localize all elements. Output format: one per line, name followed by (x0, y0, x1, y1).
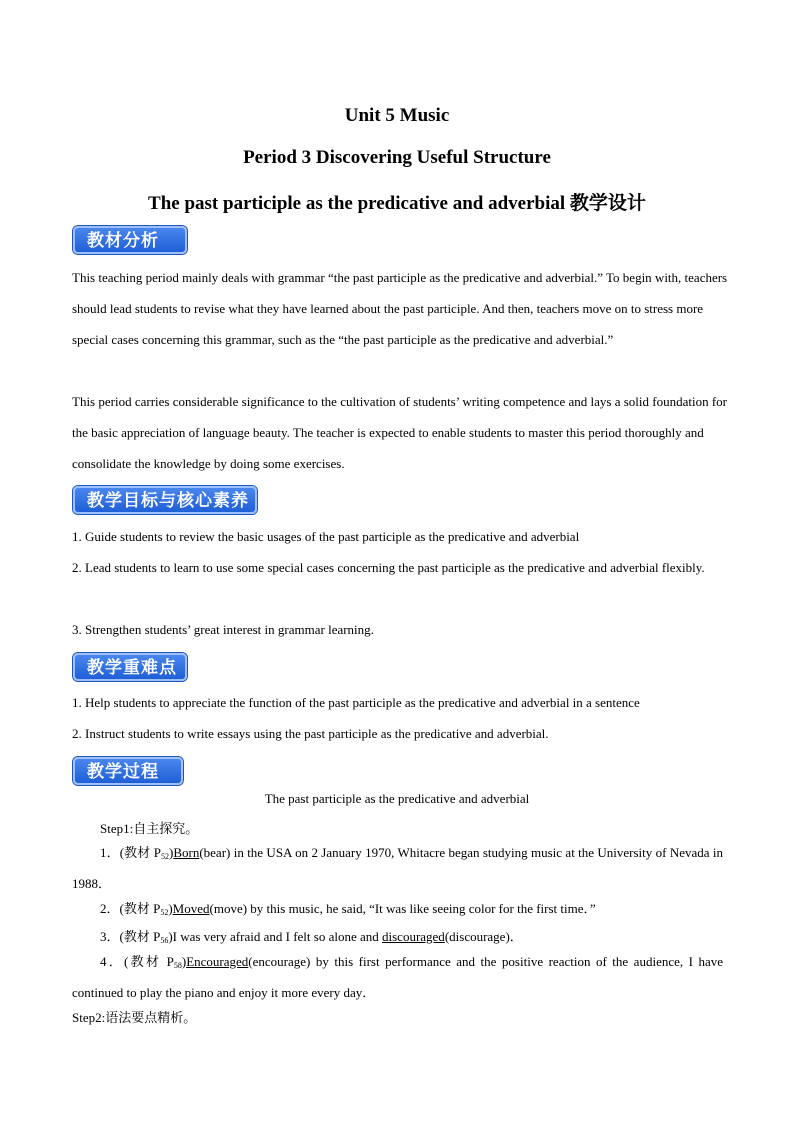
section-badge-process: 教学过程 (73, 757, 183, 785)
exercise-2-answer: Moved (172, 901, 210, 916)
exercise-3-answer: discouraged (382, 929, 445, 944)
exercise-2-source-close: ) (168, 901, 173, 916)
exercise-3-page: 56 (160, 936, 169, 945)
process-subtitle: The past participle as the predicative and adverbial (264, 791, 530, 806)
section-badge-analysis: 教材分析 (73, 226, 187, 254)
exercise-3 (100, 926, 523, 945)
exercise-4-page: 58 (173, 961, 182, 970)
exercise-2 (100, 898, 596, 917)
exercise-2-page: 52 (160, 908, 169, 917)
exercise-1-page: 52 (160, 852, 169, 861)
exercise-4-answer: Encouraged (186, 954, 249, 969)
exercise-3-source: 3．(教材 P (100, 929, 161, 944)
step2-label: Step2:语法要点精析。 (72, 1010, 197, 1025)
exercise-4-source-close: ) (181, 954, 187, 969)
analysis-paragraph-2: This period carries considerable significance to the cultivation of students’ writing competence and lays a solid foundation for the basic appreciation of language beauty. The teacher is expected to enable students to master this period thoroughly and consolidate the knowledge by doing some exercises. (72, 394, 727, 472)
exercise-1-source-close: ) (168, 845, 174, 860)
exercise-2-text: (move) by this music, he said, “It was like seeing color for the first time．” (209, 901, 596, 916)
exercise-2-source: 2．(教材 P (100, 901, 161, 916)
exercise-1-text: (bear) in the USA on 2 January 1970, Whitacre began studying music at the University of Nevada in 1988． (72, 845, 724, 891)
unit-title: Unit 5 Music (344, 105, 450, 126)
exercise-1 (72, 839, 723, 897)
exercise-4-source: 4．(教材 P (100, 954, 174, 969)
key-point-item: 1. Help students to appreciate the function of the past participle as the predicative and adverbial in a sentence (72, 695, 640, 710)
section-badge-key-points: 教学重难点 (73, 653, 187, 681)
section-badge-goals: 教学目标与核心素养 (73, 486, 257, 514)
exercise-3-text-before: )I was very afraid and I felt so alone and (168, 929, 382, 944)
goal-item: 1. Guide students to review the basic usages of the past participle as the predicative and adverbial (72, 529, 580, 544)
goal-item: 2. Lead students to learn to use some special cases concerning the past participle as the predicative and adverbial flexibly. (72, 560, 705, 575)
topic-title: The past participle as the predicative and adverbial 教学设计 (148, 193, 646, 214)
period-title: Period 3 Discovering Useful Structure (243, 147, 551, 168)
exercise-4 (72, 948, 723, 1006)
step1-label: Step1:自主探究。 (100, 821, 199, 836)
exercise-1-answer: Born (173, 845, 200, 860)
exercise-1-source: 1．(教材 P (100, 845, 161, 860)
exercise-3-text: (discourage)． (444, 929, 523, 944)
goal-item: 3. Strengthen students’ great interest in grammar learning. (72, 622, 374, 637)
key-point-item: 2. Instruct students to write essays using the past participle as the predicative and adverbial. (72, 726, 549, 741)
exercise-4-text: (encourage) by this first performance and the positive reaction of the audience, I have continued to play the piano and enjoy it more every day． (72, 954, 724, 1000)
analysis-paragraph-1: This teaching period mainly deals with grammar “the past participle as the predicative and adverbial.” To begin with, teachers should lead students to revise what they have learned about the past participle. And then, teachers move on to stress more special cases concerning this grammar, such as the “the past participle as the predicative and adverbial.” (72, 270, 728, 348)
